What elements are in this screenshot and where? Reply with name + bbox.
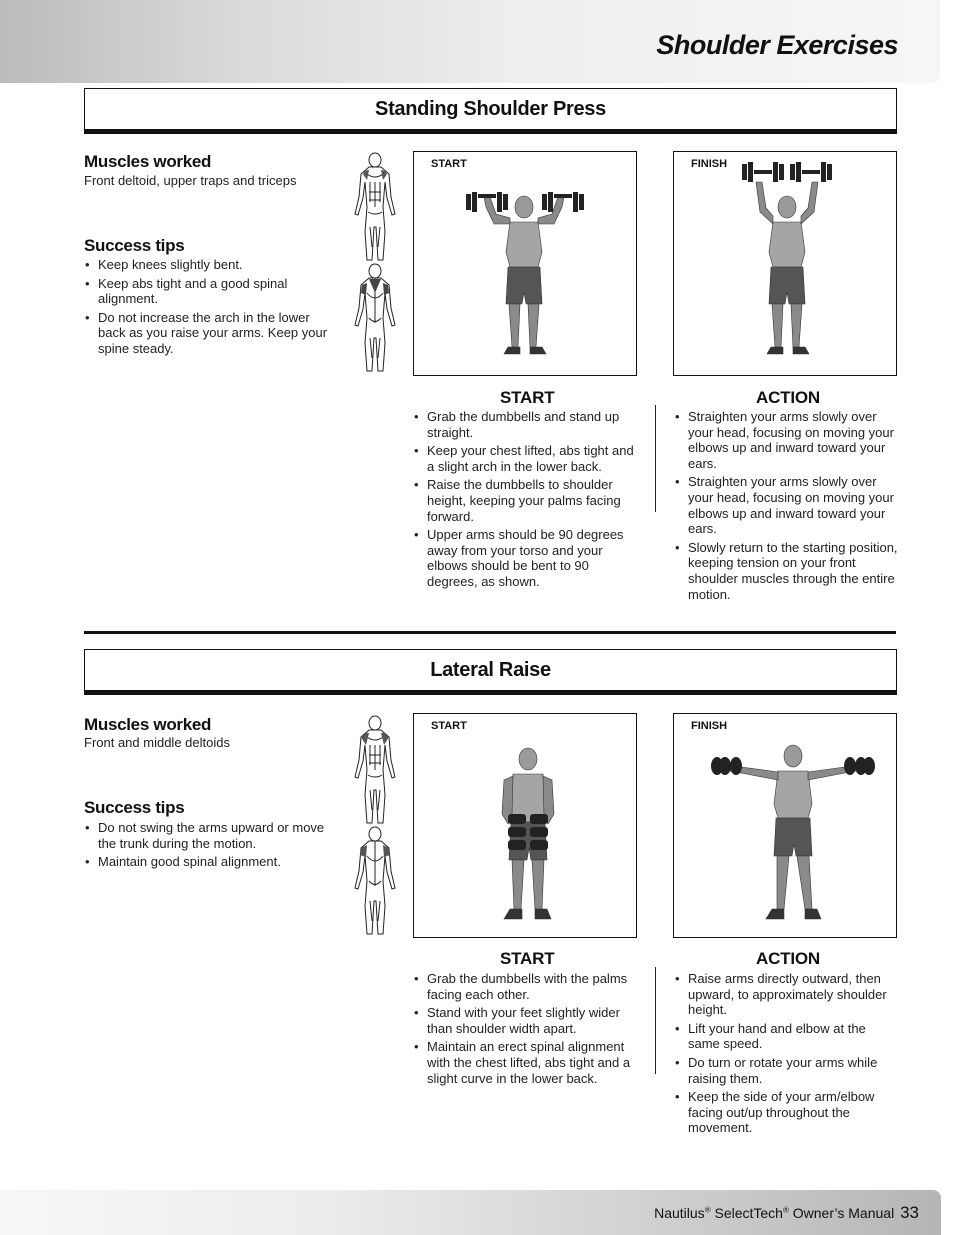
list-item: • Lift your hand and elbow at the same speed.: [674, 1021, 900, 1052]
anatomy-front-icon: [345, 152, 405, 262]
muscles-worked-heading: Muscles worked: [84, 152, 212, 171]
footer-suffix: Owner’s Manual: [792, 1205, 895, 1221]
list-item: • Raise the dumbbells to shoulder height, keeping your palms facing forward.: [413, 477, 643, 524]
exercise-photo-icon: [674, 152, 897, 376]
action-steps-list: [674, 409, 900, 605]
start-heading: START: [500, 388, 555, 407]
registered-mark: ®: [782, 1205, 789, 1215]
list-item: • Maintain an erect spinal alignment with the chest lifted, abs tight and a slight curve in the lower back.: [413, 1039, 643, 1086]
anatomy-front-icon: [345, 715, 405, 825]
section-title-box: [84, 649, 897, 695]
start-steps-list: [413, 971, 643, 1089]
list-item: • Do turn or rotate your arms while raising them.: [674, 1055, 900, 1086]
page-number: 33: [900, 1203, 919, 1222]
column-divider: [655, 967, 656, 1074]
list-item: • Do not increase the arch in the lower back as you raise your arms. Keep your spine steady.: [84, 310, 340, 357]
anatomy-back-icon: [345, 826, 405, 936]
success-tips-heading: Success tips: [84, 798, 185, 817]
registered-mark: ®: [704, 1205, 711, 1215]
anatomy-back-icon: [345, 263, 405, 373]
action-steps-list: [674, 971, 900, 1139]
start-heading: START: [500, 949, 555, 968]
exercise-photo-icon: [414, 714, 637, 938]
list-item: • Straighten your arms slowly over your head, focusing on moving your elbows up and inward toward your ears.: [674, 409, 900, 471]
footer: [654, 1203, 919, 1223]
success-tips-list: [84, 820, 340, 873]
list-item: • Maintain good spinal alignment.: [84, 854, 340, 870]
success-tips-heading: Success tips: [84, 236, 185, 255]
action-heading: ACTION: [756, 388, 820, 407]
list-item: • Slowly return to the starting position, keeping tension on your front shoulder muscles through the entire motion.: [674, 540, 900, 602]
muscles-worked-heading: Muscles worked: [84, 715, 212, 734]
list-item: • Keep the side of your arm/elbow facing out/up throughout the movement.: [674, 1089, 900, 1136]
page-title: Shoulder Exercises: [656, 30, 898, 60]
section-title-box: [84, 88, 897, 134]
photo-label: START: [431, 158, 467, 170]
exercise-photo-icon: [674, 714, 897, 938]
footer-brand: Nautilus: [654, 1205, 705, 1221]
finish-photo: [673, 713, 897, 938]
list-item: • Upper arms should be 90 degrees away from your torso and your elbows should be bent to 90 degrees, as shown.: [413, 527, 643, 589]
list-item: • Keep knees slightly bent.: [84, 257, 340, 273]
list-item: • Stand with your feet slightly wider than shoulder width apart.: [413, 1005, 643, 1036]
muscles-worked-text: Front and middle deltoids: [84, 735, 230, 750]
action-heading: ACTION: [756, 949, 820, 968]
section-title: Lateral Raise: [430, 658, 551, 681]
start-steps-list: [413, 409, 643, 593]
start-photo: [413, 713, 637, 938]
muscles-worked-text: Front deltoid, upper traps and triceps: [84, 173, 297, 188]
photo-label: FINISH: [691, 720, 728, 732]
column-divider: [655, 405, 656, 512]
start-photo: [413, 151, 637, 376]
finish-photo: [673, 151, 897, 376]
footer-product: SelectTech: [714, 1205, 783, 1221]
photo-label: FINISH: [691, 158, 728, 170]
success-tips-list: [84, 257, 340, 359]
list-item: • Grab the dumbbells and stand up straight.: [413, 409, 643, 440]
list-item: • Keep abs tight and a good spinal alignment.: [84, 276, 340, 307]
photo-label: START: [431, 720, 467, 732]
list-item: • Raise arms directly outward, then upward, to approximately shoulder height.: [674, 971, 900, 1018]
section-divider: [84, 631, 896, 634]
list-item: • Straighten your arms slowly over your head, focusing on moving your elbows up and inward toward your ears.: [674, 474, 900, 536]
list-item: • Do not swing the arms upward or move the trunk during the motion.: [84, 820, 340, 851]
list-item: • Keep your chest lifted, abs tight and a slight arch in the lower back.: [413, 443, 643, 474]
section-title: Standing Shoulder Press: [375, 97, 606, 120]
list-item: • Grab the dumbbells with the palms facing each other.: [413, 971, 643, 1002]
exercise-photo-icon: [414, 152, 637, 376]
